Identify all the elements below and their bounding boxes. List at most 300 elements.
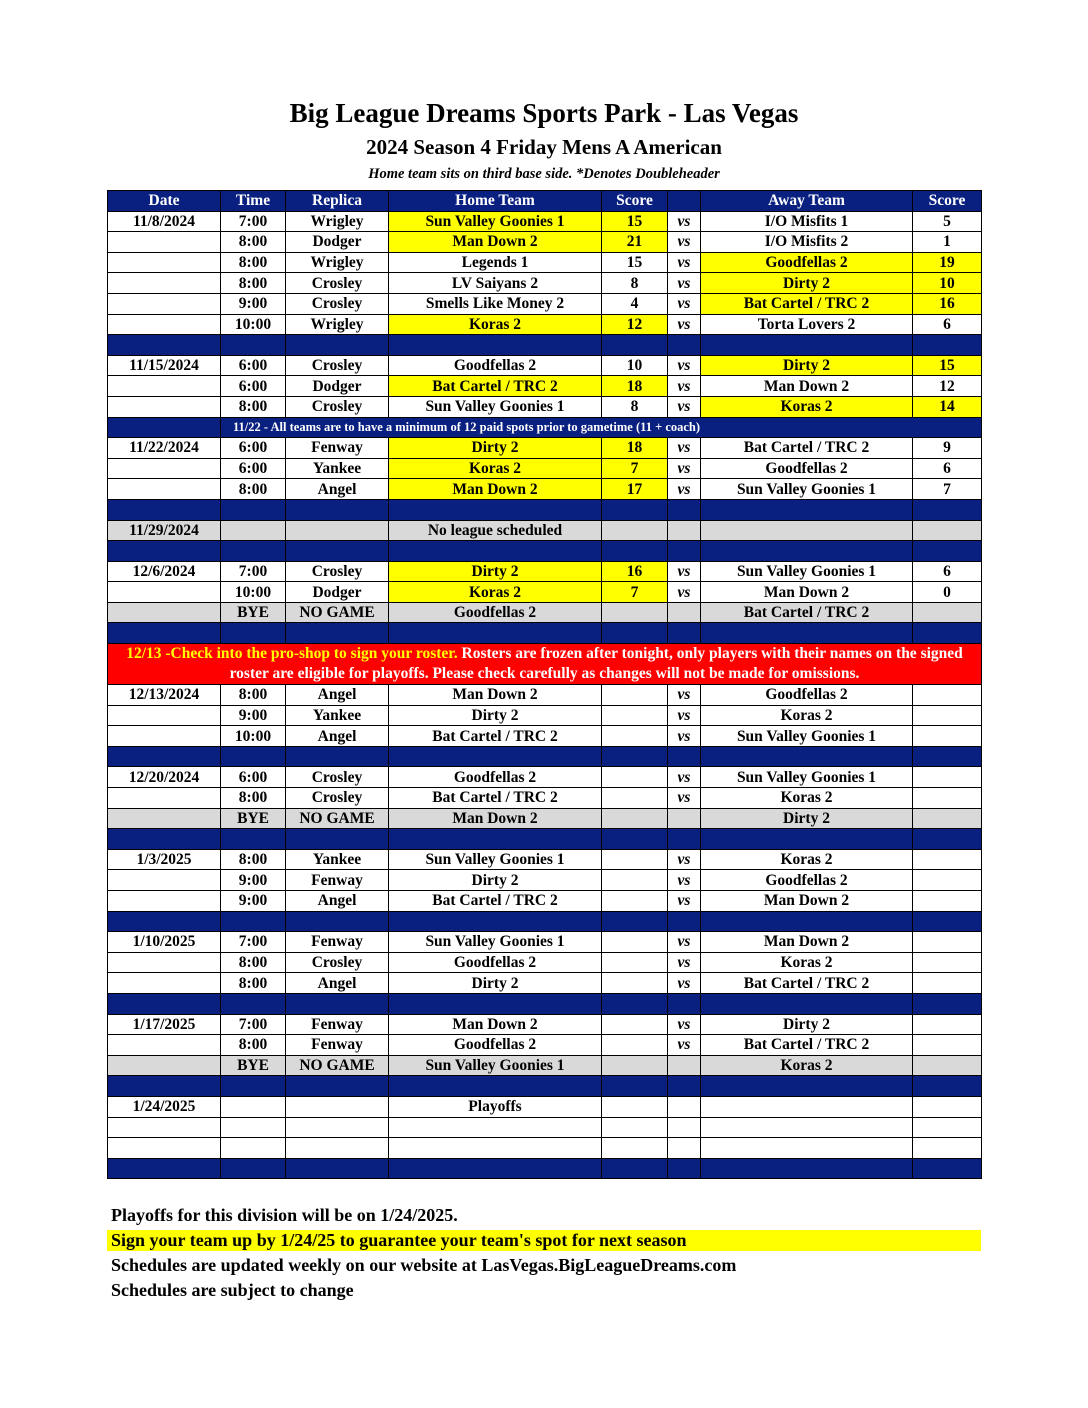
- spacer-cell: [286, 911, 389, 932]
- replica-cell: [286, 1096, 389, 1117]
- home-team-cell: Bat Cartel / TRC 2: [389, 376, 602, 397]
- col-header-replica: Replica: [286, 191, 389, 212]
- away-team-cell: Bat Cartel / TRC 2: [701, 293, 913, 314]
- home-score-cell: [602, 705, 668, 726]
- home-score-cell: [602, 726, 668, 747]
- vs-cell: vs: [668, 767, 701, 788]
- spacer-cell: [221, 1158, 286, 1179]
- replica-cell: Crosley: [286, 396, 389, 417]
- time-cell: 10:00: [221, 726, 286, 747]
- schedule-body: [108, 211, 982, 1179]
- vs-cell: vs: [668, 1014, 701, 1035]
- date-cell: 11/8/2024: [108, 211, 221, 232]
- spacer-cell: [389, 993, 602, 1014]
- away-score-cell: 7: [913, 479, 982, 500]
- spacer-cell: [389, 335, 602, 356]
- away-team-cell: Goodfellas 2: [701, 458, 913, 479]
- time-cell: 8:00: [221, 479, 286, 500]
- home-score-cell: [602, 767, 668, 788]
- vs-cell: vs: [668, 273, 701, 294]
- spacer-row: [108, 746, 982, 767]
- away-team-cell: Man Down 2: [701, 376, 913, 397]
- replica-cell: Angel: [286, 479, 389, 500]
- spacer-cell: [286, 541, 389, 562]
- spacer-row: [108, 541, 982, 562]
- away-score-cell: [913, 808, 982, 829]
- spacer-cell: [389, 911, 602, 932]
- date-cell: [108, 458, 221, 479]
- col-header-away-team: Away Team: [701, 191, 913, 212]
- vs-cell: vs: [668, 726, 701, 747]
- away-team-cell: Dirty 2: [701, 1014, 913, 1035]
- home-team-cell: Bat Cartel / TRC 2: [389, 726, 602, 747]
- home-team-cell: Bat Cartel / TRC 2: [389, 788, 602, 809]
- away-score-cell: 0: [913, 582, 982, 603]
- home-team-cell: Man Down 2: [389, 685, 602, 706]
- home-team-cell: Bat Cartel / TRC 2: [389, 891, 602, 912]
- home-score-cell: 15: [602, 252, 668, 273]
- home-team-cell: Goodfellas 2: [389, 952, 602, 973]
- home-team-cell: Goodfellas 2: [389, 767, 602, 788]
- spacer-cell: [389, 623, 602, 644]
- date-cell: [108, 396, 221, 417]
- away-score-cell: 1: [913, 232, 982, 253]
- away-score-cell: 9: [913, 438, 982, 459]
- spacer-cell: [913, 1158, 982, 1179]
- away-score-cell: [913, 952, 982, 973]
- away-team-cell: I/O Misfits 1: [701, 211, 913, 232]
- game-row: [108, 705, 982, 726]
- spacer-cell: [668, 911, 701, 932]
- spacer-cell: [221, 911, 286, 932]
- replica-cell: Crosley: [286, 273, 389, 294]
- date-cell: [108, 973, 221, 994]
- spacer-cell: [701, 1076, 913, 1097]
- spacer-cell: [221, 335, 286, 356]
- footer-playoffs-note: Playoffs for this division will be on 1/24/2025.: [111, 1205, 458, 1225]
- pro-shop-highlight: 12/13 -Check into the pro-shop to sign your roster.: [126, 645, 458, 663]
- home-team-cell: Sun Valley Goonies 1: [389, 396, 602, 417]
- vs-cell: vs: [668, 932, 701, 953]
- date-cell: [108, 232, 221, 253]
- replica-cell: Wrigley: [286, 252, 389, 273]
- date-cell: [108, 314, 221, 335]
- time-cell: 7:00: [221, 211, 286, 232]
- away-team-cell: Bat Cartel / TRC 2: [701, 438, 913, 459]
- date-cell: [108, 479, 221, 500]
- home-score-cell: [602, 1014, 668, 1035]
- home-score-cell: [602, 788, 668, 809]
- roster-freeze-text: Rosters are frozen after tonight, only players with their names on the signed roster are eligible for playoffs. Please check carefully as changes will not be made for omissions.: [229, 645, 963, 683]
- time-cell: 6:00: [221, 355, 286, 376]
- time-cell: [221, 1096, 286, 1117]
- away-team-cell: I/O Misfits 2: [701, 232, 913, 253]
- time-cell: 8:00: [221, 396, 286, 417]
- away-team-cell: Bat Cartel / TRC 2: [701, 1035, 913, 1056]
- away-score-cell: [913, 1096, 982, 1117]
- vs-cell: [668, 808, 701, 829]
- away-team-cell: Sun Valley Goonies 1: [701, 561, 913, 582]
- away-score-cell: 6: [913, 561, 982, 582]
- away-team-cell: [701, 520, 913, 541]
- footer-website-note: Schedules are updated weekly on our website at LasVegas.BigLeagueDreams.com: [111, 1255, 737, 1275]
- date-cell: [108, 602, 221, 623]
- away-team-cell: Sun Valley Goonies 1: [701, 479, 913, 500]
- spacer-cell: [913, 746, 982, 767]
- spacer-cell: [389, 829, 602, 850]
- home-team-cell: Koras 2: [389, 314, 602, 335]
- spacer-cell: [221, 623, 286, 644]
- home-score-cell: 21: [602, 232, 668, 253]
- time-cell: BYE: [221, 1055, 286, 1076]
- date-cell: 11/22/2024: [108, 438, 221, 459]
- home-team-cell: Dirty 2: [389, 438, 602, 459]
- spacer-cell: [602, 746, 668, 767]
- home-team-cell: Sun Valley Goonies 1: [389, 849, 602, 870]
- spacer-cell: [108, 541, 221, 562]
- roster-freeze-notice: [108, 644, 982, 685]
- game-row: [108, 293, 982, 314]
- game-row: [108, 932, 982, 953]
- replica-cell: Fenway: [286, 1014, 389, 1035]
- spacer-row: [108, 829, 982, 850]
- replica-cell: Angel: [286, 973, 389, 994]
- spacer-cell: [221, 499, 286, 520]
- season-subtitle: 2024 Season 4 Friday Mens A American: [366, 135, 722, 159]
- away-score-cell: [913, 685, 982, 706]
- time-cell: 9:00: [221, 870, 286, 891]
- spacer-row: [108, 911, 982, 932]
- home-team-cell: Dirty 2: [389, 561, 602, 582]
- vs-cell: vs: [668, 1035, 701, 1056]
- vs-cell: vs: [668, 788, 701, 809]
- game-row: [108, 849, 982, 870]
- away-team-cell: Koras 2: [701, 396, 913, 417]
- time-cell: [221, 1138, 286, 1159]
- bye-row: [108, 808, 982, 829]
- date-cell: 12/13/2024: [108, 685, 221, 706]
- replica-cell: NO GAME: [286, 808, 389, 829]
- spacer-cell: [221, 541, 286, 562]
- date-cell: [108, 788, 221, 809]
- date-cell: 1/24/2025: [108, 1096, 221, 1117]
- time-cell: [221, 1117, 286, 1138]
- vs-cell: vs: [668, 952, 701, 973]
- home-score-cell: [602, 1117, 668, 1138]
- away-team-cell: Koras 2: [701, 705, 913, 726]
- replica-cell: Dodger: [286, 582, 389, 603]
- spacer-cell: [286, 1076, 389, 1097]
- col-header-vs: [668, 191, 701, 212]
- spacer-row: [108, 1158, 982, 1179]
- spacer-cell: [913, 1076, 982, 1097]
- vs-cell: [668, 1096, 701, 1117]
- home-team-cell: [389, 1138, 602, 1159]
- home-score-cell: [602, 849, 668, 870]
- home-score-cell: [602, 932, 668, 953]
- home-team-cell: Man Down 2: [389, 232, 602, 253]
- game-row: [108, 952, 982, 973]
- spacer-cell: [701, 623, 913, 644]
- home-team-cell: Goodfellas 2: [389, 1035, 602, 1056]
- replica-cell: Dodger: [286, 376, 389, 397]
- footer-signup-note: Sign your team up by 1/24/25 to guarantee your team's spot for next season: [107, 1230, 981, 1251]
- away-team-cell: Bat Cartel / TRC 2: [701, 973, 913, 994]
- home-team-cell: [389, 1117, 602, 1138]
- replica-cell: [286, 1138, 389, 1159]
- col-header-date: Date: [108, 191, 221, 212]
- spacer-cell: [668, 541, 701, 562]
- spacer-row: [108, 499, 982, 520]
- spacer-cell: [668, 1158, 701, 1179]
- spacer-cell: [389, 541, 602, 562]
- bye-row: [108, 602, 982, 623]
- away-score-cell: [913, 705, 982, 726]
- home-team-cell: Dirty 2: [389, 870, 602, 891]
- time-cell: 8:00: [221, 952, 286, 973]
- spacer-row: [108, 993, 982, 1014]
- away-team-cell: Man Down 2: [701, 891, 913, 912]
- home-score-cell: [602, 602, 668, 623]
- home-score-cell: [602, 1138, 668, 1159]
- replica-cell: Angel: [286, 685, 389, 706]
- vs-cell: vs: [668, 685, 701, 706]
- replica-cell: Wrigley: [286, 211, 389, 232]
- replica-cell: Crosley: [286, 355, 389, 376]
- time-cell: 8:00: [221, 685, 286, 706]
- home-score-cell: [602, 520, 668, 541]
- spacer-cell: [913, 829, 982, 850]
- vs-cell: vs: [668, 252, 701, 273]
- spacer-cell: [108, 746, 221, 767]
- spacer-cell: [913, 335, 982, 356]
- date-cell: 11/15/2024: [108, 355, 221, 376]
- away-team-cell: Man Down 2: [701, 582, 913, 603]
- roster-minimum-notice: 11/22 - All teams are to have a minimum of 12 paid spots prior to gametime (11 + coach): [221, 417, 982, 438]
- spacer-cell: [389, 499, 602, 520]
- away-score-cell: 14: [913, 396, 982, 417]
- game-row: [108, 458, 982, 479]
- date-cell: [108, 293, 221, 314]
- date-cell: [108, 726, 221, 747]
- spacer-cell: [108, 335, 221, 356]
- spacer-cell: [668, 829, 701, 850]
- away-score-cell: 10: [913, 273, 982, 294]
- away-score-cell: [913, 602, 982, 623]
- schedule-table: [107, 190, 982, 1179]
- away-team-cell: Koras 2: [701, 952, 913, 973]
- vs-cell: vs: [668, 705, 701, 726]
- date-cell: [108, 870, 221, 891]
- home-team-cell: Legends 1: [389, 252, 602, 273]
- spacer-row: [108, 335, 982, 356]
- date-cell: [108, 376, 221, 397]
- home-score-cell: [602, 891, 668, 912]
- time-cell: 6:00: [221, 438, 286, 459]
- spacer-cell: [602, 993, 668, 1014]
- vs-cell: [668, 1117, 701, 1138]
- roster-freeze-row: [108, 644, 982, 685]
- home-score-cell: [602, 870, 668, 891]
- game-row: [108, 314, 982, 335]
- away-score-cell: [913, 1055, 982, 1076]
- spacer-cell: [221, 993, 286, 1014]
- spacer-cell: [108, 1076, 221, 1097]
- spacer-cell: [913, 499, 982, 520]
- spacer-cell: [286, 993, 389, 1014]
- table-header-row: [108, 191, 982, 212]
- vs-cell: vs: [668, 438, 701, 459]
- away-team-cell: Goodfellas 2: [701, 870, 913, 891]
- vs-cell: [668, 1055, 701, 1076]
- date-cell: 1/10/2025: [108, 932, 221, 953]
- away-team-cell: Goodfellas 2: [701, 685, 913, 706]
- spacer-cell: [602, 623, 668, 644]
- game-row: [108, 561, 982, 582]
- home-team-cell: Sun Valley Goonies 1: [389, 932, 602, 953]
- vs-cell: vs: [668, 973, 701, 994]
- replica-cell: Yankee: [286, 458, 389, 479]
- date-cell: [108, 582, 221, 603]
- home-score-cell: [602, 685, 668, 706]
- game-row: [108, 211, 982, 232]
- spacer-row: [108, 1076, 982, 1097]
- replica-cell: Fenway: [286, 932, 389, 953]
- date-cell: [108, 252, 221, 273]
- home-score-cell: [602, 1035, 668, 1056]
- home-team-cell: Man Down 2: [389, 479, 602, 500]
- home-score-cell: [602, 973, 668, 994]
- home-score-cell: [602, 808, 668, 829]
- away-score-cell: [913, 870, 982, 891]
- away-team-cell: Koras 2: [701, 1055, 913, 1076]
- date-cell: 12/20/2024: [108, 767, 221, 788]
- game-row: [108, 870, 982, 891]
- time-cell: BYE: [221, 808, 286, 829]
- time-cell: 6:00: [221, 458, 286, 479]
- away-score-cell: [913, 973, 982, 994]
- spacer-cell: [286, 746, 389, 767]
- home-score-cell: 10: [602, 355, 668, 376]
- game-row: [108, 582, 982, 603]
- away-score-cell: 6: [913, 314, 982, 335]
- spacer-cell: [668, 993, 701, 1014]
- spacer-cell: [668, 746, 701, 767]
- spacer-cell: [668, 1076, 701, 1097]
- spacer-cell: [108, 499, 221, 520]
- spacer-cell: [701, 829, 913, 850]
- vs-cell: vs: [668, 211, 701, 232]
- home-team-cell: Sun Valley Goonies 1: [389, 1055, 602, 1076]
- spacer-cell: [108, 829, 221, 850]
- spacer-cell: [668, 623, 701, 644]
- time-cell: 8:00: [221, 849, 286, 870]
- spacer-cell: [701, 335, 913, 356]
- spacer-cell: [286, 829, 389, 850]
- date-cell: 11/29/2024: [108, 520, 221, 541]
- game-row: [108, 355, 982, 376]
- away-team-cell: [701, 1117, 913, 1138]
- spacer-cell: [108, 911, 221, 932]
- time-cell: 6:00: [221, 376, 286, 397]
- game-row: [108, 396, 982, 417]
- time-cell: 9:00: [221, 293, 286, 314]
- away-team-cell: Torta Lovers 2: [701, 314, 913, 335]
- time-cell: 9:00: [221, 891, 286, 912]
- time-cell: 7:00: [221, 932, 286, 953]
- home-score-cell: [602, 1096, 668, 1117]
- time-cell: 7:00: [221, 1014, 286, 1035]
- replica-cell: Crosley: [286, 788, 389, 809]
- spacer-cell: [108, 1158, 221, 1179]
- replica-cell: [286, 1117, 389, 1138]
- game-row: [108, 273, 982, 294]
- spacer-cell: [389, 1158, 602, 1179]
- away-team-cell: Bat Cartel / TRC 2: [701, 602, 913, 623]
- date-cell: [108, 1138, 221, 1159]
- away-team-cell: Dirty 2: [701, 355, 913, 376]
- replica-cell: NO GAME: [286, 1055, 389, 1076]
- spacer-cell: [286, 1158, 389, 1179]
- game-row: [108, 232, 982, 253]
- away-score-cell: [913, 767, 982, 788]
- replica-cell: Crosley: [286, 952, 389, 973]
- time-cell: [221, 520, 286, 541]
- replica-cell: Dodger: [286, 232, 389, 253]
- spacer-cell: [221, 829, 286, 850]
- away-team-cell: Man Down 2: [701, 932, 913, 953]
- spacer-cell: [221, 1076, 286, 1097]
- home-team-cell: LV Saiyans 2: [389, 273, 602, 294]
- replica-cell: Crosley: [286, 293, 389, 314]
- spacer-cell: [602, 829, 668, 850]
- col-header-home-score: Score: [602, 191, 668, 212]
- spacer-cell: [668, 335, 701, 356]
- vs-cell: vs: [668, 376, 701, 397]
- away-team-cell: Sun Valley Goonies 1: [701, 726, 913, 747]
- spacer-cell: [602, 1076, 668, 1097]
- home-team-cell: Playoffs: [389, 1096, 602, 1117]
- home-team-cell: Man Down 2: [389, 808, 602, 829]
- vs-cell: vs: [668, 849, 701, 870]
- away-score-cell: 5: [913, 211, 982, 232]
- vs-cell: [668, 602, 701, 623]
- time-cell: 8:00: [221, 273, 286, 294]
- away-score-cell: 12: [913, 376, 982, 397]
- date-cell: [108, 273, 221, 294]
- col-header-away-score: Score: [913, 191, 982, 212]
- home-team-cell: Dirty 2: [389, 705, 602, 726]
- time-cell: 10:00: [221, 582, 286, 603]
- date-cell: [108, 891, 221, 912]
- replica-cell: Angel: [286, 726, 389, 747]
- spacer-cell: [701, 541, 913, 562]
- replica-cell: Fenway: [286, 1035, 389, 1056]
- spacer-cell: [108, 993, 221, 1014]
- game-row: [108, 1096, 982, 1117]
- replica-cell: Yankee: [286, 705, 389, 726]
- page-title: Big League Dreams Sports Park - Las Vegas: [289, 98, 799, 128]
- game-row: [108, 788, 982, 809]
- time-cell: 8:00: [221, 788, 286, 809]
- home-score-cell: 4: [602, 293, 668, 314]
- spacer-cell: [602, 1158, 668, 1179]
- replica-cell: Crosley: [286, 561, 389, 582]
- away-team-cell: Koras 2: [701, 788, 913, 809]
- spacer-cell: [701, 993, 913, 1014]
- game-row: [108, 891, 982, 912]
- vs-cell: vs: [668, 396, 701, 417]
